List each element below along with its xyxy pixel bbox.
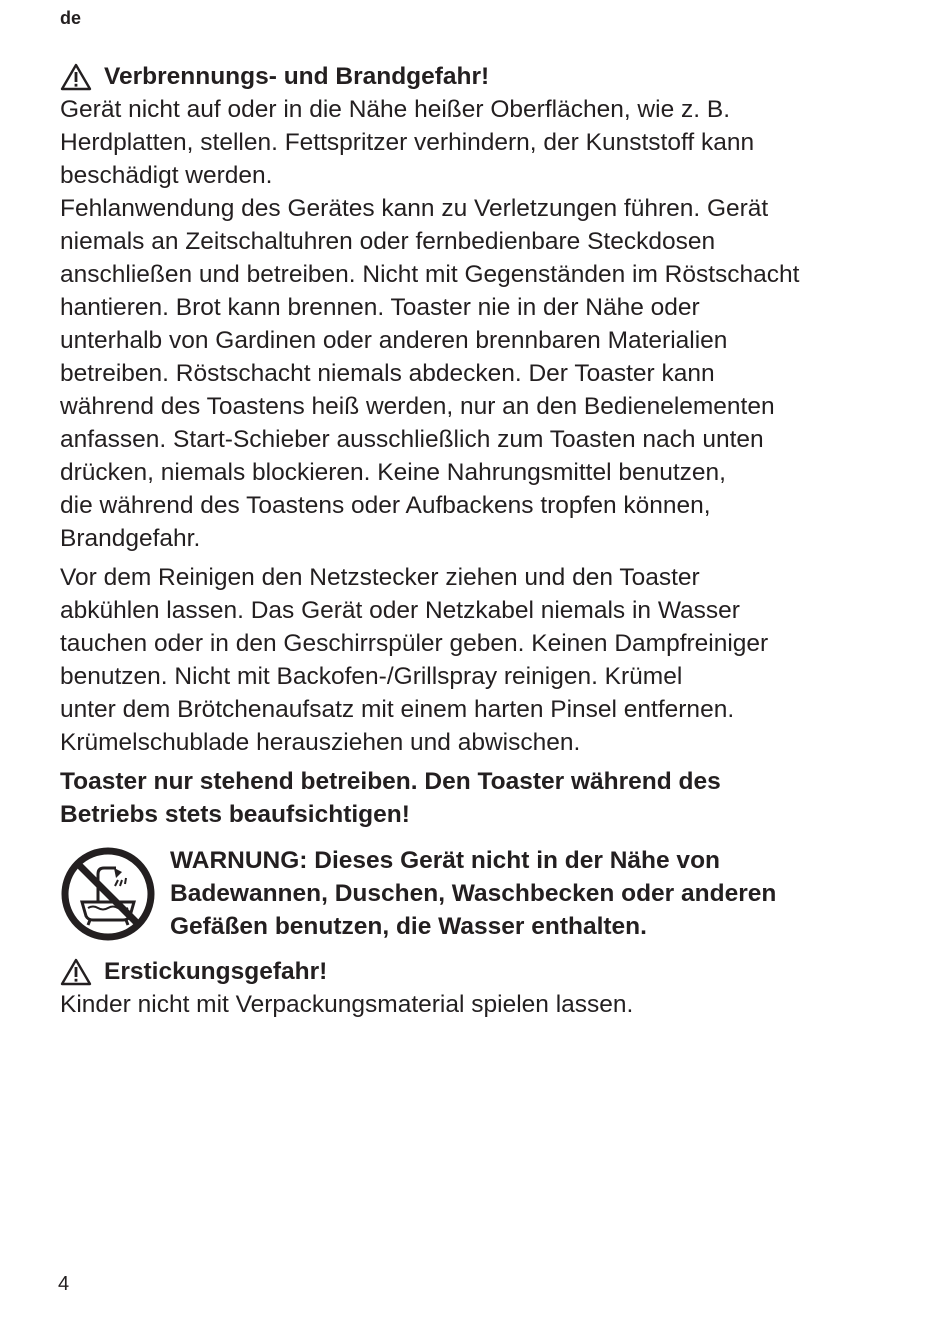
suffocation-heading	[60, 955, 920, 988]
suffocation-title: Erstickungsgefahr!	[104, 958, 328, 985]
water-warning-block	[60, 844, 920, 943]
burn-paragraph-surfaces: Gerät nicht auf oder in die Nähe heißer Oberflächen, wie z. B. Herdplatten, stellen. Fettspritzer verhindern, der Kunststoff kann beschädigt werden.	[60, 96, 755, 189]
burn-hazard-heading	[60, 60, 920, 93]
language-code: de	[60, 8, 82, 28]
warning-triangle-icon	[60, 63, 92, 91]
no-bathtub-shower-icon	[60, 846, 156, 942]
burn-hazard-title: Verbrennungs- und Brandgefahr!	[104, 63, 490, 90]
page-number: 4	[58, 1273, 70, 1295]
operation-note: Toaster nur stehend betreiben. Den Toaster während des Betriebs stets beaufsichtigen!	[60, 768, 721, 828]
burn-paragraph-cleaning: Vor dem Reinigen den Netzstecker ziehen und den Toaster abkühlen lassen. Das Gerät oder Netzkabel niemals in Wasser tauchen oder in den Geschirrspüler geben. Keinen Dampfreiniger benutzen. Nicht mit Backofen-/Grillspray reinigen. Krümel unter dem Brötchenaufsatz mit einem harten Pinsel entfernen. Krümelschublade herausziehen und abwischen.	[60, 564, 769, 756]
safety-content	[60, 60, 920, 1021]
warning-triangle-icon	[60, 958, 92, 986]
burn-paragraph-misuse: Fehlanwendung des Gerätes kann zu Verletzungen führen. Gerät niemals an Zeitschaltuhren oder fernbedienbare Steckdosen anschließen und betreiben. Nicht mit Gegenständen im Röstschacht hantieren. Brot kann brennen. Toaster nie in der Nähe oder unterhalb von Gardinen oder anderen brennbaren Materialien betreiben. Röstschacht niemals abdecken. Der Toaster kann während des Toastens heiß werden, nur an den Bedienelementen anfassen. Start-Schieber ausschließlich zum Toasten nach unten drücken, niemals blockieren. Keine Nahrungsmittel benutzen, die während des Toastens oder Aufbackens tropfen können, Brandgefahr.	[60, 195, 800, 552]
suffocation-text: Kinder nicht mit Verpackungsmaterial spielen lassen.	[60, 991, 634, 1018]
water-warning-text: WARNUNG: Dieses Gerät nicht in der Nähe von Badewannen, Duschen, Waschbecken oder anderen Gefäßen benutzen, die Wasser enthalten.	[170, 847, 777, 940]
